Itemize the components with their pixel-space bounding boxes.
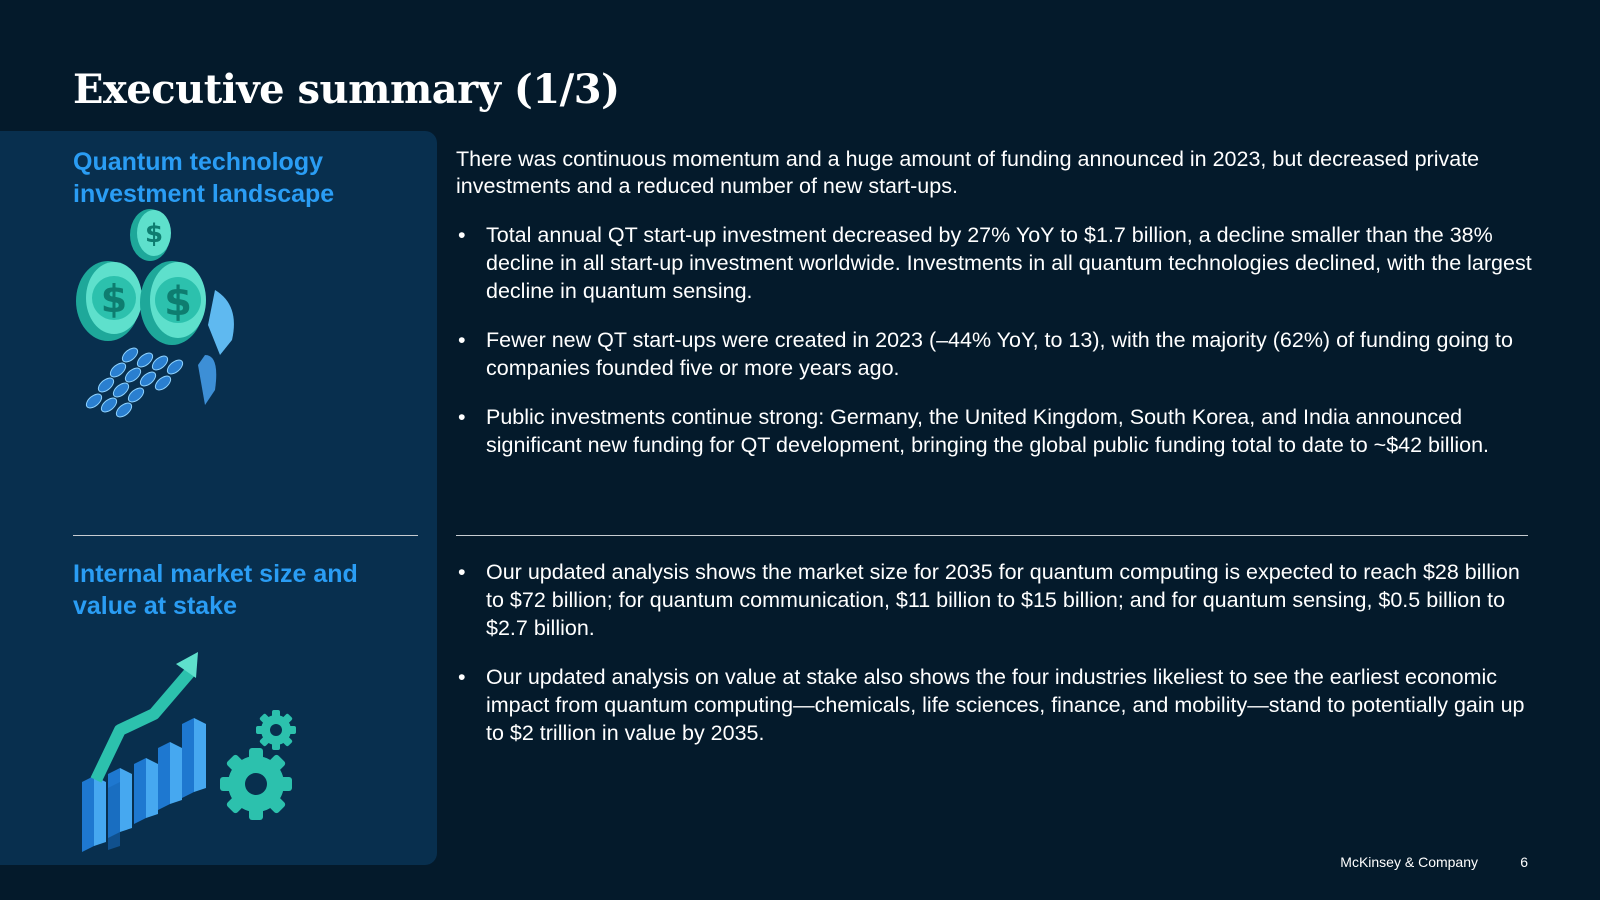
list-item [456, 326, 1536, 382]
section-heading-investment: Quantum technology investment landscape [73, 148, 335, 208]
svg-text:$: $ [144, 219, 164, 249]
bullet-marker: • [458, 405, 466, 429]
growth-chart-gears-icon [78, 652, 318, 852]
list-item [456, 221, 1536, 305]
bullet-marker: • [458, 665, 466, 689]
market-size-bullet-list [456, 558, 1536, 768]
section-divider-left [73, 535, 418, 536]
section-divider-right [456, 535, 1528, 536]
list-item [456, 558, 1536, 642]
slide-title: Executive summary (1/3) [73, 66, 620, 113]
section-heading-market-size: Internal market size and value at stake [73, 560, 358, 620]
money-hand-icon [70, 205, 250, 430]
bullet-text: Public investments continue strong: Germany, the United Kingdom, South Korea, and India announced significant new funding for QT development, bringing the global public funding total to date to ~$42 billion. [486, 405, 1490, 457]
footer-brand: McKinsey & Company [1340, 854, 1478, 870]
bullet-text: Our updated analysis on value at stake also shows the four industries likeliest to see the earliest economic impact from quantum computing—chemicals, life sciences, finance, and mobility—stand to potentially gain up to $2 trillion in value by 2035. [486, 665, 1525, 745]
bullet-text: Fewer new QT start-ups were created in 2023 (–44% YoY, to 13), with the majority (62%) of funding going to companies founded five or more years ago. [486, 328, 1513, 380]
bullet-text: Total annual QT start-up investment decreased by 27% YoY to $1.7 billion, a decline smaller than the 38% decline in all start-up investment worldwide. Investments in all quantum technologies declined, with the largest decline in quantum sensing. [486, 223, 1532, 303]
svg-text:$: $ [100, 277, 128, 321]
bullet-marker: • [458, 560, 466, 584]
investment-intro: There was continuous momentum and a huge amount of funding announced in 2023, but decreased private investments and a reduced number of new start-ups. [456, 147, 1480, 198]
svg-text:$: $ [164, 279, 192, 325]
investment-bullet-list [456, 221, 1536, 480]
bullet-marker: • [458, 223, 466, 247]
list-item [456, 403, 1536, 459]
list-item [456, 663, 1536, 747]
page-number: 6 [1520, 854, 1528, 870]
bullet-marker: • [458, 328, 466, 352]
bullet-text: Our updated analysis shows the market size for 2035 for quantum computing is expected to reach $28 billion to $72 billion; for quantum communication, $11 billion to $15 billion; and for quantum sensing, $0.5 billion to $2.7 billion. [486, 560, 1520, 640]
